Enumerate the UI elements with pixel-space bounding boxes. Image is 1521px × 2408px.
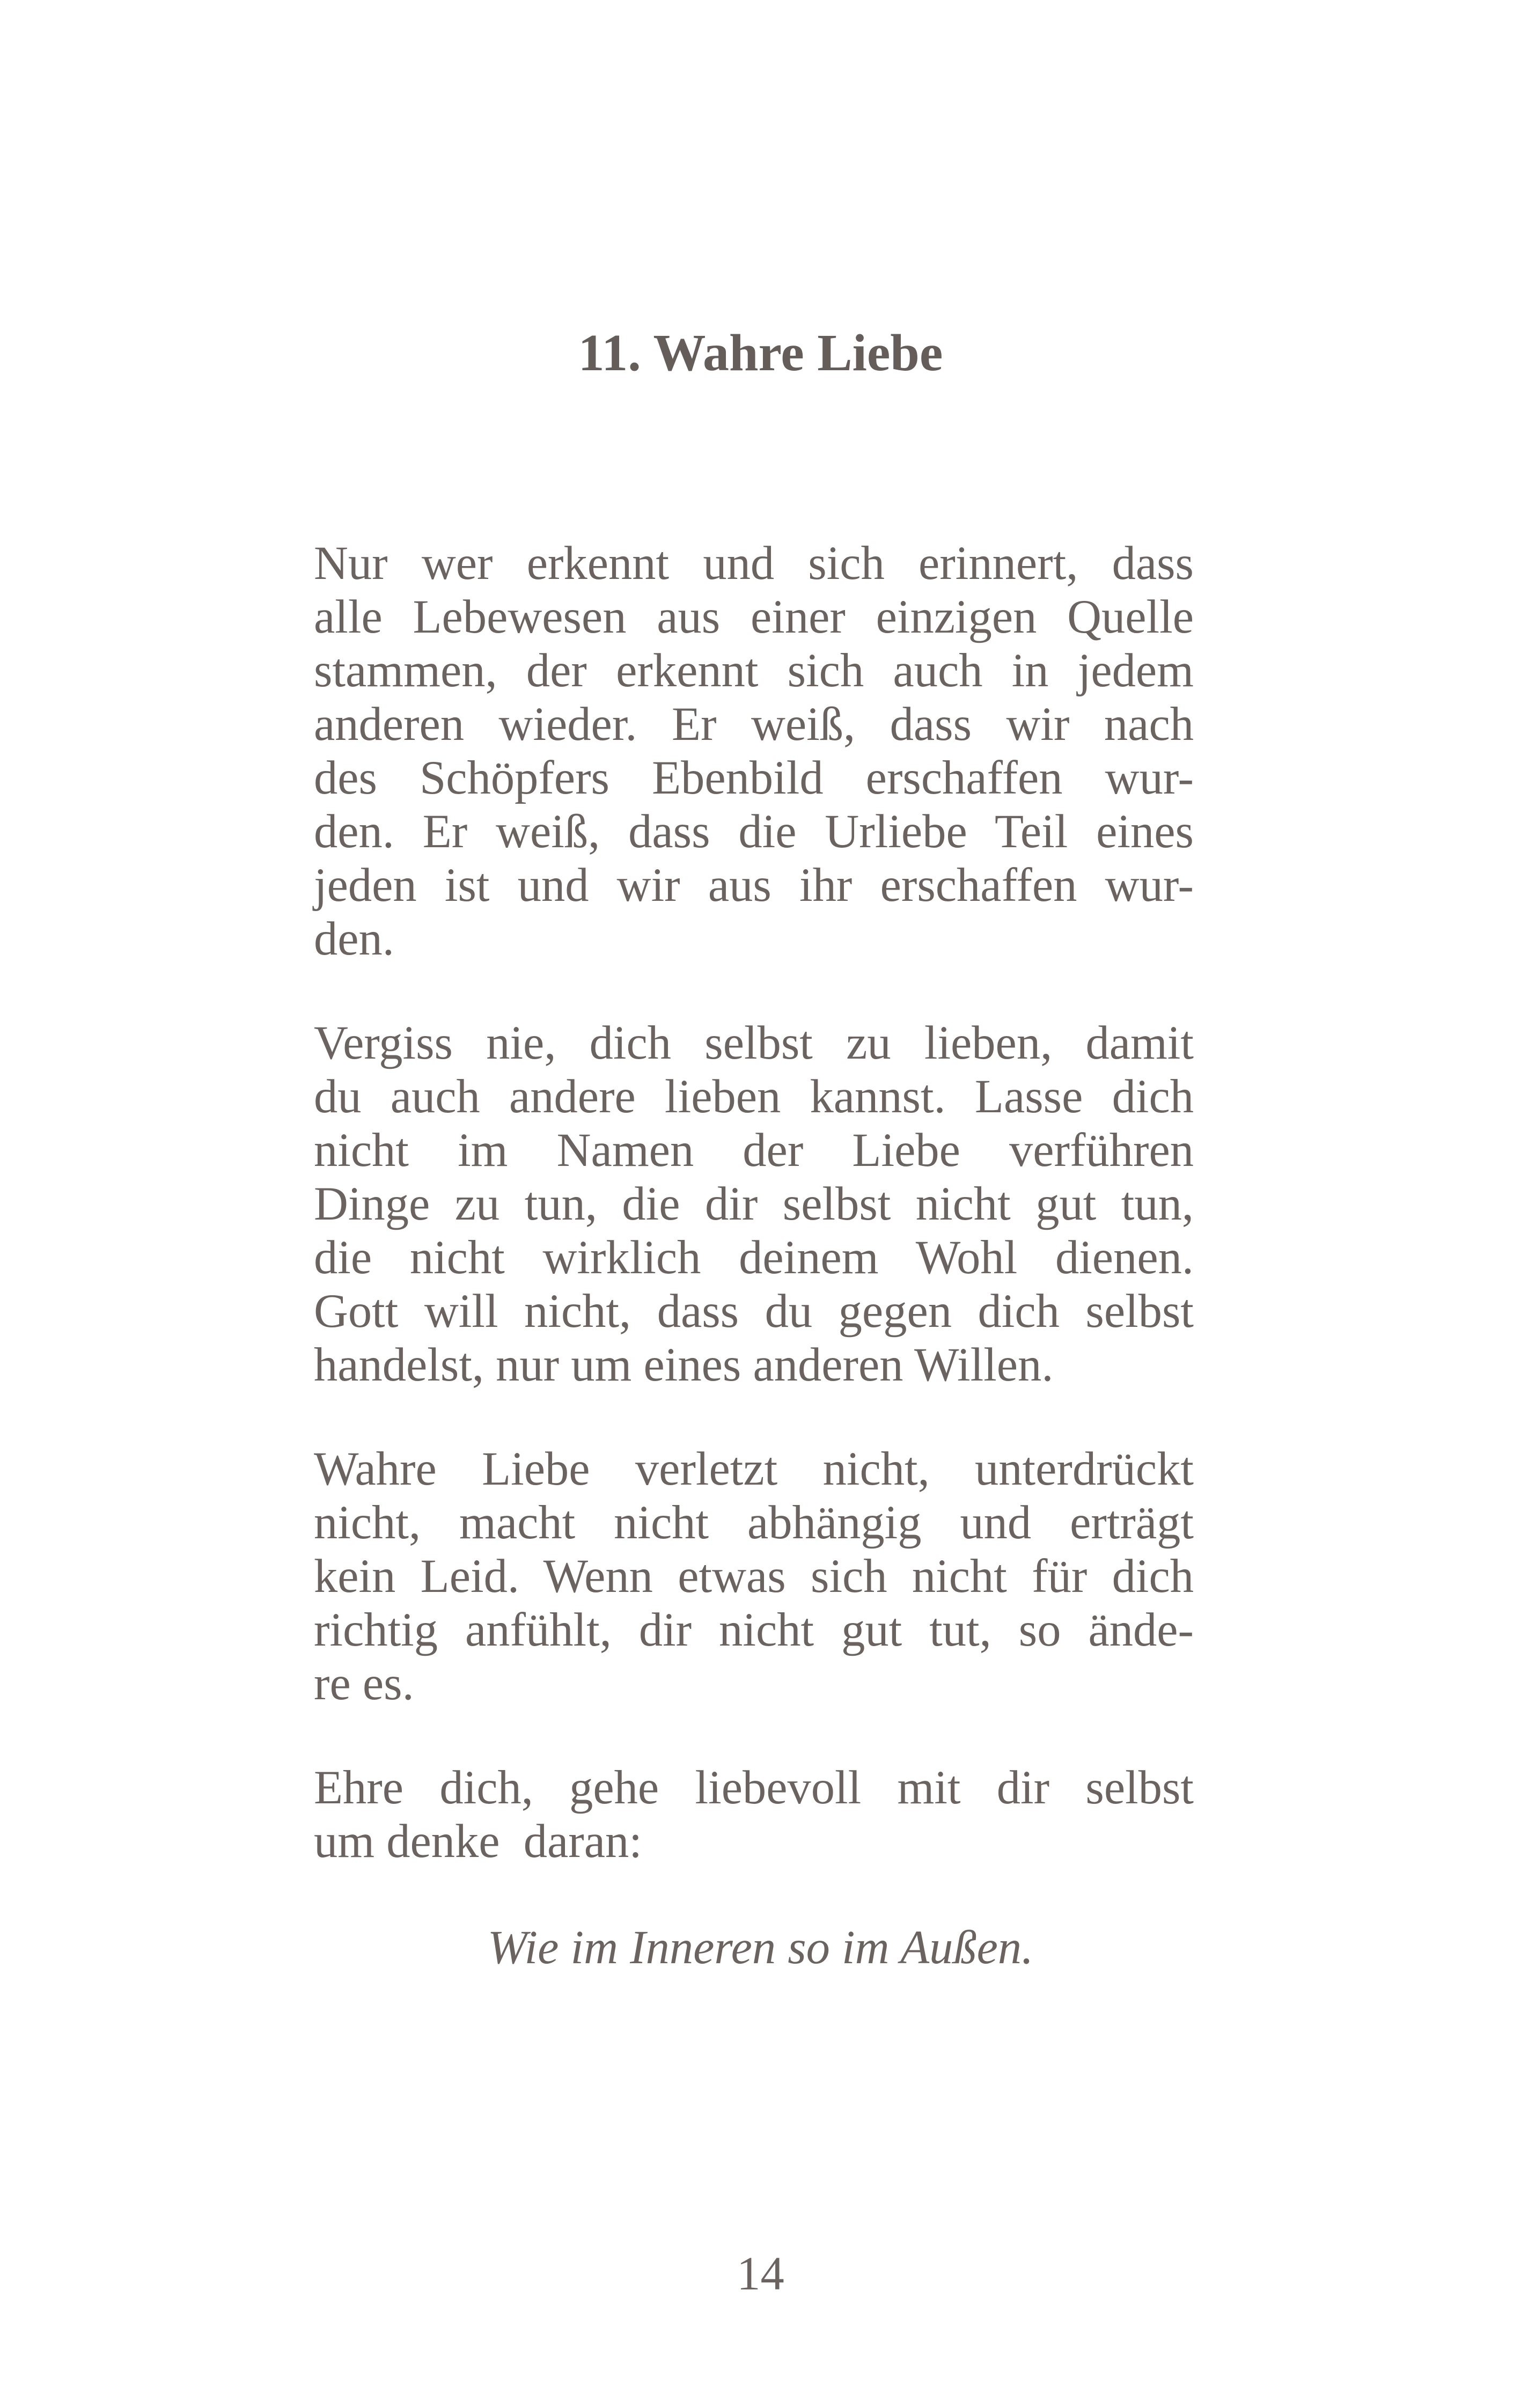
page-number: 14 — [737, 2248, 784, 2300]
text-line: die nicht wirklich deinem Wohl dienen. — [314, 1231, 1194, 1284]
paragraph-gap — [314, 1392, 1194, 1442]
text-line: um denke daran: — [314, 1815, 642, 1868]
text-line: kein Leid. Wenn etwas sich nicht für dich — [314, 1550, 1194, 1603]
text-line: nicht, macht nicht abhängig und erträgt — [314, 1496, 1194, 1549]
text-line: Nur wer erkennt und sich erinnert, dass — [314, 537, 1194, 590]
text-line: Dinge zu tun, die dir selbst nicht gut tun, — [314, 1178, 1194, 1230]
paragraph-2 — [314, 1016, 1194, 1392]
text-line: anderen wieder. Er weiß, dass wir nach — [314, 698, 1194, 751]
text-line: richtig anfühlt, dir nicht gut tut, so ände- — [314, 1604, 1194, 1656]
text-line: Vergiss nie, dich selbst zu lieben, damit — [314, 1017, 1194, 1069]
body-text — [314, 537, 1194, 1868]
motto-quote: Wie im Inneren so im Außen. — [487, 1921, 1034, 1974]
text-line: stammen, der erkennt sich auch in jedem — [314, 644, 1194, 697]
text-line: du auch andere lieben kannst. Lasse dich — [314, 1070, 1194, 1123]
text-line: den. — [314, 913, 394, 965]
paragraph-gap — [314, 966, 1194, 1016]
text-line: des Schöpfers Ebenbild erschaffen wur- — [314, 752, 1194, 804]
paragraph-4 — [314, 1761, 1194, 1868]
text-line: nicht im Namen der Liebe verführen — [314, 1124, 1194, 1177]
text-line: Ehre dich, gehe liebevoll mit dir selbst — [314, 1761, 1194, 1814]
text-line: den. Er weiß, dass die Urliebe Teil eines — [314, 805, 1194, 858]
paragraph-3 — [314, 1442, 1194, 1710]
paragraph-gap — [314, 1710, 1194, 1761]
text-line: handelst, nur um eines anderen Willen. — [314, 1339, 1054, 1391]
text-line: Gott will nicht, dass du gegen dich selbst — [314, 1285, 1194, 1338]
text-line: alle Lebewesen aus einer einzigen Quelle — [314, 591, 1194, 643]
paragraph-1 — [314, 537, 1194, 966]
text-line: jeden ist und wir aus ihr erschaffen wur- — [314, 859, 1194, 912]
chapter-title: 11. Wahre Liebe — [578, 324, 943, 382]
text-line: re es. — [314, 1657, 414, 1710]
text-line: Wahre Liebe verletzt nicht, unterdrückt — [314, 1443, 1194, 1495]
